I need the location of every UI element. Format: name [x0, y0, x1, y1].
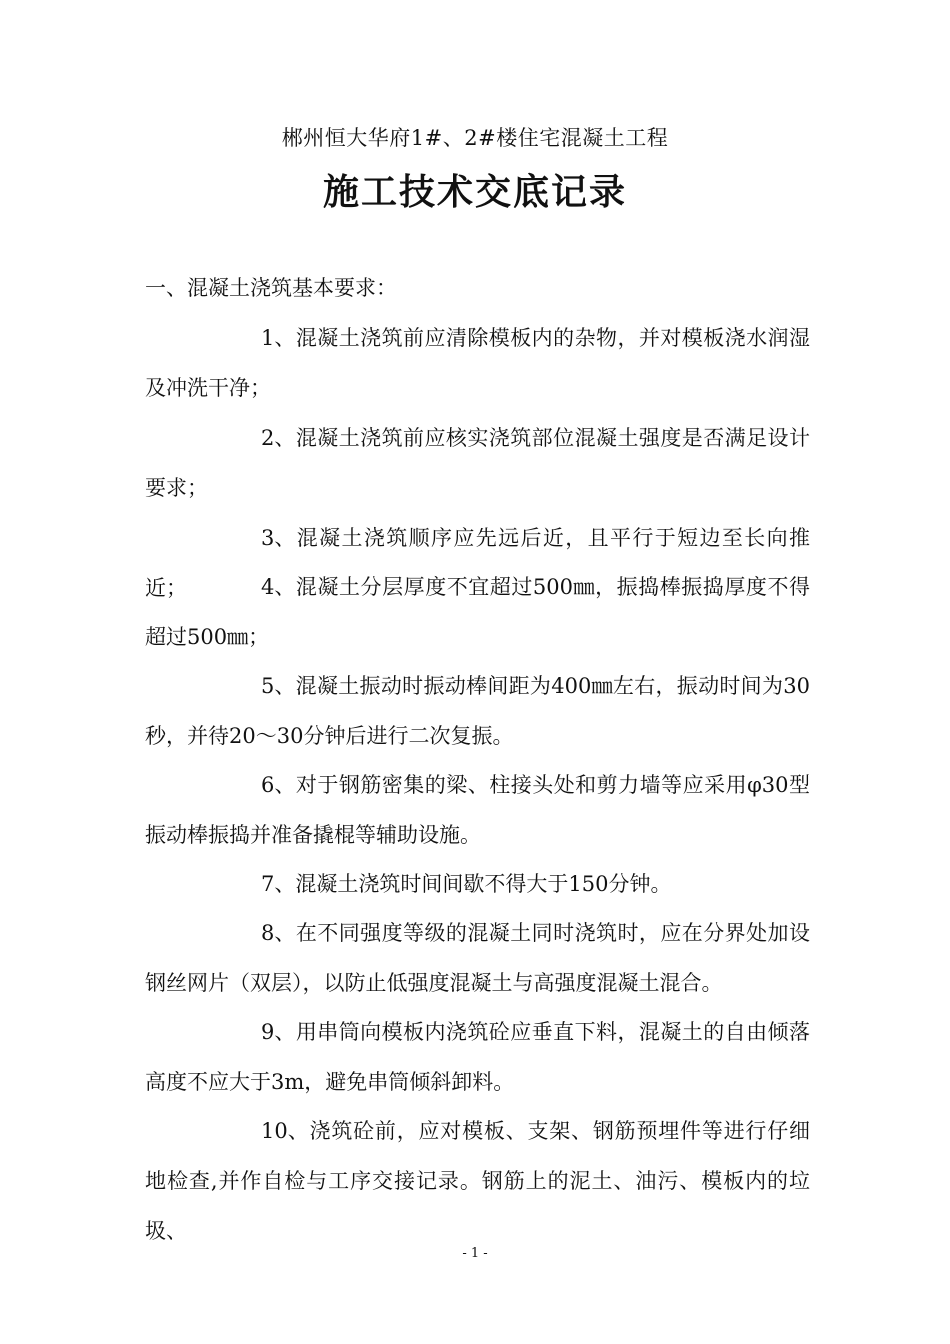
item-number: 2、	[261, 426, 296, 450]
list-item	[145, 859, 810, 909]
page-number: - 1 -	[462, 1246, 488, 1261]
list-item	[145, 313, 810, 413]
item-text: 混凝土浇筑顺序应先远后近，且平行于短边至长向推近；	[145, 526, 810, 600]
item-text: 用串筒向模板内浇筑砼应垂直下料，混凝土的自由倾落高度不应大于3m，避免串筒倾斜卸料。	[145, 1020, 810, 1094]
list-item	[145, 661, 810, 761]
item-text: 混凝土振动时振动棒间距为400㎜左右，振动时间为30秒，并待20～30分钟后进行二次复振。	[145, 674, 810, 748]
item-text: 混凝土分层厚度不宜超过500㎜，振捣棒振捣厚度不得超过500㎜；	[145, 575, 810, 649]
item-text: 混凝土浇筑前应核实浇筑部位混凝土强度是否满足设计要求；	[145, 426, 810, 500]
list-item	[145, 562, 810, 662]
item-text: 对于钢筋密集的梁、柱接头处和剪力墙等应采用φ30型振动棒振捣并准备撬棍等辅助设施。	[145, 773, 810, 847]
item-number: 9、	[261, 1020, 296, 1044]
item-text: 混凝土浇筑前应清除模板内的杂物，并对模板浇水润湿及冲洗干净；	[145, 326, 810, 400]
item-text: 混凝土浇筑时间间歇不得大于150分钟。	[295, 872, 672, 896]
list-item	[145, 1106, 810, 1256]
item-number: 5、	[261, 674, 296, 698]
item-text: 浇筑砼前，应对模板、支架、钢筋预埋件等进行仔细地检查,并作自检与工序交接记录。钢筋上的泥土、油污、模板内的垃圾、	[145, 1119, 810, 1243]
item-text: 在不同强度等级的混凝土同时浇筑时，应在分界处加设钢丝网片（双层），以防止低强度混凝土与高强度混凝土混合。	[145, 921, 810, 995]
document-title: 施工技术交底记录	[322, 171, 627, 213]
item-number: 3、	[261, 526, 296, 550]
list-item	[145, 760, 810, 860]
item-number: 1、	[261, 326, 296, 350]
section-heading: 一、混凝土浇筑基本要求：	[145, 276, 397, 300]
item-number: 8、	[261, 921, 296, 945]
item-number: 6、	[261, 773, 296, 797]
item-number: 4、	[261, 575, 296, 599]
list-item	[145, 908, 810, 1008]
list-item	[145, 1007, 810, 1107]
item-number: 7、	[261, 872, 296, 896]
item-number: 10、	[261, 1119, 309, 1143]
list-item	[145, 413, 810, 513]
project-subtitle: 郴州恒大华府1#、2#楼住宅混凝土工程	[281, 126, 669, 150]
